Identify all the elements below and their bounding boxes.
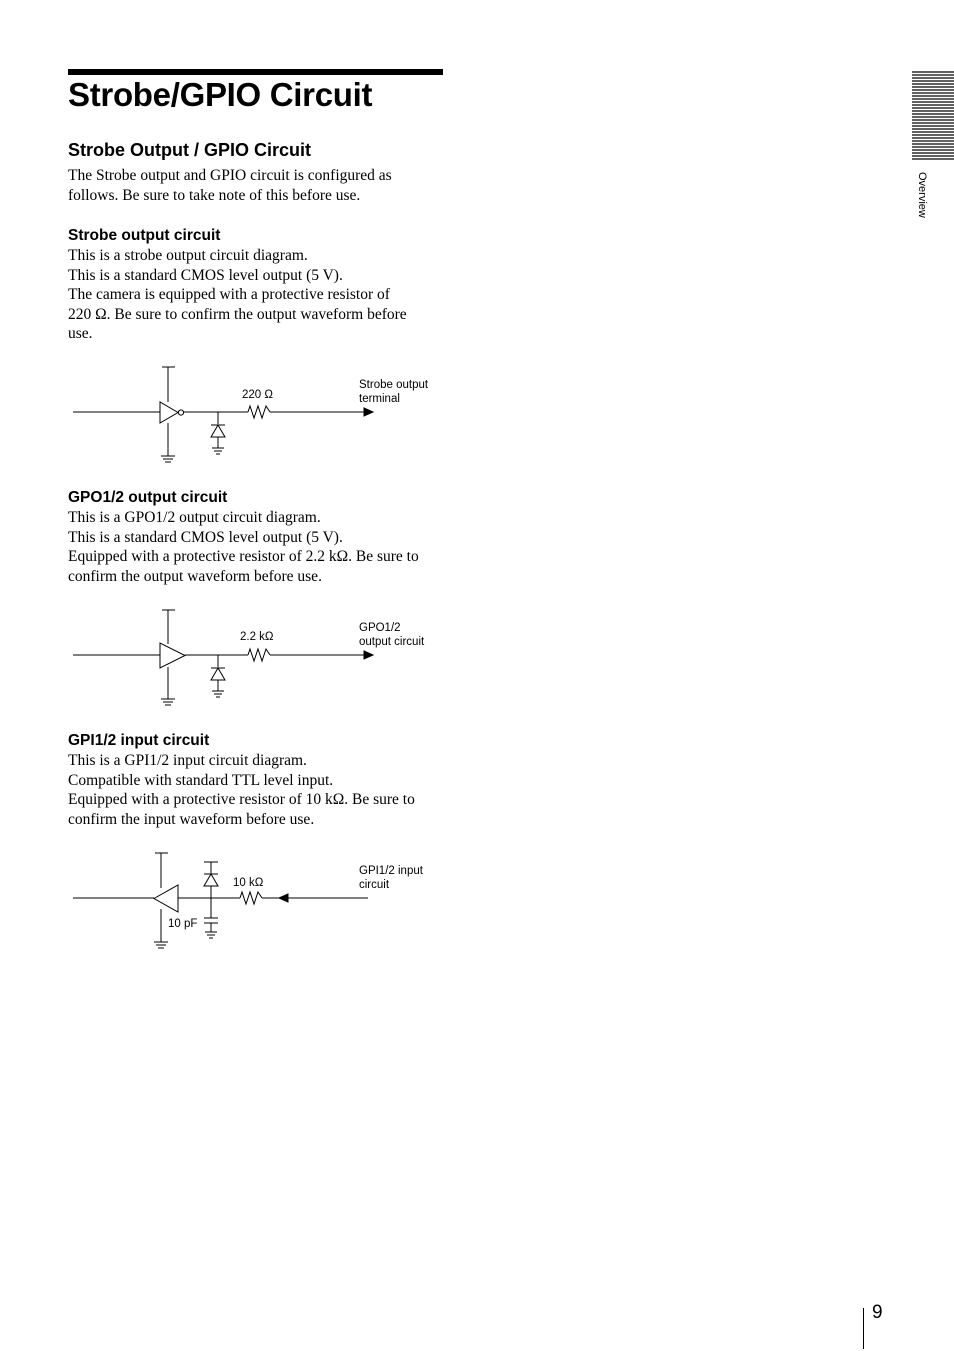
page-number: 9 [872, 1302, 883, 1323]
strobe-line: 220 Ω. Be sure to confirm the output waveform before [68, 305, 407, 323]
gpo-description [68, 508, 448, 586]
resistor-label: 220 Ω [242, 389, 273, 401]
gpo-line: Equipped with a protective resistor of 2.2 kΩ. Be sure to [68, 548, 419, 565]
strobe-line: The camera is equipped with a protective resistor of [68, 286, 390, 303]
terminal-label-line: GPO1/2 [359, 622, 401, 634]
page-number-rule [863, 1308, 864, 1349]
diode-ground-symbol [212, 448, 224, 454]
protection-diode [211, 668, 225, 691]
terminal-label-line: Strobe output [359, 379, 429, 391]
ground-symbol [161, 699, 175, 705]
capacitor-ground-symbol [205, 932, 217, 938]
clamp-diode-upper [204, 862, 218, 898]
side-tab-label: Overview [916, 172, 928, 218]
strobe-description [68, 246, 448, 344]
terminal-label-line: circuit [359, 879, 390, 891]
ground-symbol [161, 456, 175, 462]
intro-line: The Strobe output and GPIO circuit is configured as [68, 167, 392, 184]
diode-ground-symbol [212, 691, 224, 697]
gpi-line: confirm the input waveform before use. [68, 810, 315, 828]
gpi-line: Equipped with a protective resistor of 10 kΩ. Be sure to [68, 791, 415, 808]
inverter-buffer-symbol [160, 402, 178, 423]
input-arrow [279, 894, 288, 902]
input-buffer-symbol [154, 885, 178, 912]
title-rule [68, 69, 443, 75]
strobe-line: This is a standard CMOS level output (5 V). [68, 266, 343, 284]
gpi-description [68, 751, 448, 829]
resistor-label: 2.2 kΩ [240, 631, 274, 643]
capacitor-label: 10 pF [168, 918, 198, 930]
output-arrow [364, 651, 373, 659]
section-heading: Strobe Output / GPIO Circuit [68, 140, 311, 160]
resistor-symbol [240, 892, 262, 904]
gpo-circuit-diagram [68, 603, 448, 713]
gpo-line: confirm the output waveform before use. [68, 567, 322, 585]
gpi-line: This is a GPI1/2 input circuit diagram. [68, 752, 307, 769]
terminal-label-line: GPI1/2 input [359, 865, 423, 877]
strobe-line: use. [68, 325, 93, 342]
page-title: Strobe/GPIO Circuit [68, 76, 373, 113]
terminal-label-line: terminal [359, 393, 400, 405]
gpo-line: This is a standard CMOS level output (5 V). [68, 528, 343, 546]
output-arrow [364, 408, 373, 416]
section-intro [68, 166, 448, 205]
resistor-symbol [248, 649, 270, 661]
ground-symbol [154, 942, 168, 948]
gpi-heading: GPI1/2 input circuit [68, 732, 210, 749]
gpo-heading: GPO1/2 output circuit [68, 489, 228, 506]
terminal-label-line: output circuit [359, 636, 425, 648]
strobe-circuit-diagram [68, 360, 448, 470]
protection-diode [211, 425, 225, 448]
buffer-symbol [160, 643, 185, 668]
side-tab-stripes [912, 70, 954, 160]
gpo-line: This is a GPO1/2 output circuit diagram. [68, 509, 321, 526]
capacitor-symbol [204, 898, 218, 932]
gpi-line: Compatible with standard TTL level input. [68, 771, 334, 789]
gpi-circuit-diagram [68, 846, 448, 956]
resistor-label: 10 kΩ [233, 877, 264, 889]
intro-line: follows. Be sure to take note of this before use. [68, 186, 361, 204]
resistor-symbol [248, 406, 270, 418]
strobe-heading: Strobe output circuit [68, 227, 221, 244]
inverter-bubble [178, 410, 183, 415]
strobe-line: This is a strobe output circuit diagram. [68, 247, 308, 264]
